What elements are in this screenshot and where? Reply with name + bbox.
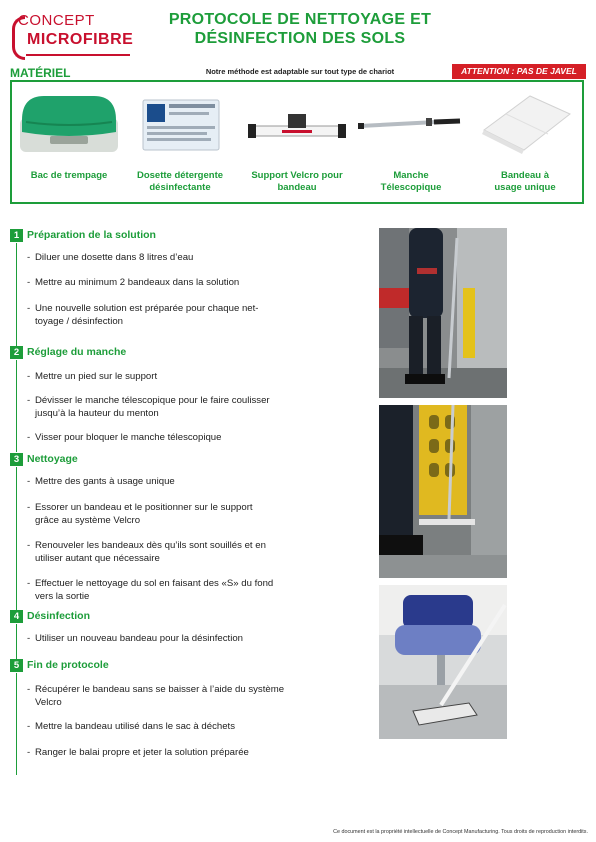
logo-underline	[26, 54, 130, 56]
ambulance-mop-adjust-photo	[379, 228, 507, 398]
step-1	[10, 229, 355, 346]
logo-line-1: CONCEPT	[18, 12, 95, 29]
adaptability-note: Notre méthode est adaptable sur tout type de chariot	[205, 67, 395, 76]
ambulance-seat-floor-mop-photo	[379, 585, 507, 739]
bullet-item: - Diluer une dosette dans 8 litres d’eau	[27, 252, 194, 263]
materiel-item-telescopic-handle	[356, 88, 466, 194]
materiel-item-basin	[14, 88, 124, 182]
step-bullet-list	[16, 243, 355, 346]
item-label: Bac de trempage	[30, 170, 108, 181]
step-title: Réglage du manche	[27, 346, 127, 358]
step-header	[10, 453, 355, 467]
step-bullet-list	[16, 467, 355, 614]
telescopic-handle-image	[356, 88, 466, 158]
green-basin-image	[14, 88, 124, 158]
bullet-item: - Récupérer le bandeau sans se baisser à l’aide du système Velcro	[27, 684, 285, 708]
bullet-item: - Dévisser le manche télescopique pour le faire coulisser jusqu’à la hauteur du menton	[27, 395, 270, 419]
bullet-item: - Mettre un pied sur le support	[27, 371, 158, 382]
step-3	[10, 453, 355, 614]
page-title	[150, 10, 450, 48]
bullet-item: - Ranger le balai propre et jeter la solution préparée	[27, 747, 249, 758]
step-5	[10, 659, 355, 775]
step-4	[10, 610, 355, 660]
step-title: Préparation de la solution	[27, 229, 156, 241]
step-bullet-list	[16, 360, 355, 452]
step-header	[10, 659, 355, 673]
copyright-footer: Ce document est la propriété intellectuelle de Concept Manufacturing. Tous droits de reproduction interdits.	[333, 829, 588, 835]
bullet-item: - Utiliser un nouveau bandeau pour la désinfection	[27, 633, 244, 644]
item-label: Support Velcro pour bandeau	[251, 170, 343, 193]
step-number-badge: 5	[10, 659, 23, 672]
step-title: Désinfection	[27, 610, 91, 622]
step-2	[10, 346, 355, 452]
step-number-badge: 1	[10, 229, 23, 242]
company-logo	[12, 8, 142, 56]
materiel-item-velcro-support	[242, 88, 352, 194]
item-label: Dosette détergente désinfectante	[136, 170, 224, 193]
step-header	[10, 610, 355, 624]
bullet-item: - Mettre la bandeau utilisé dans le sac à déchets	[27, 721, 235, 732]
step-number-badge: 2	[10, 346, 23, 359]
disposable-cloth-image	[470, 88, 580, 158]
step-header	[10, 229, 355, 243]
title-line-2: DÉSINFECTION DES SOLS	[194, 30, 406, 47]
materiel-item-detergent	[125, 88, 235, 194]
item-label: Manche Télescopique	[380, 170, 442, 193]
step-bullet-list	[16, 624, 355, 660]
materiel-item-disposable-cloth	[470, 88, 580, 194]
item-label: Bandeau à usage unique	[494, 170, 556, 193]
step-bullet-list	[16, 673, 355, 775]
detergent-sachet-image	[125, 88, 235, 158]
bullet-item: - Effectuer le nettoyage du sol en faisant des «S» du fond vers la sortie	[27, 578, 274, 602]
bullet-item: - Visser pour bloquer le manche télescopique	[27, 432, 222, 443]
logo-line-2: MICROFIBRE	[27, 31, 134, 48]
no-bleach-warning-badge: ATTENTION : PAS DE JAVEL	[452, 64, 586, 79]
velcro-mop-holder-image	[242, 88, 352, 158]
title-line-1: PROTOCOLE DE NETTOYAGE ET	[168, 11, 432, 28]
materiel-heading: MATÉRIEL	[10, 66, 71, 80]
step-number-badge: 4	[10, 610, 23, 623]
bullet-item: - Essorer un bandeau et le positionner sur le support grâce au système Velcro	[27, 502, 253, 526]
ambulance-floor-cleaning-photo	[379, 405, 507, 578]
step-title: Fin de protocole	[27, 659, 109, 671]
step-number-badge: 3	[10, 453, 23, 466]
bullet-item: - Mettre des gants à usage unique	[27, 476, 175, 487]
step-header	[10, 346, 355, 360]
bullet-item: - Renouveler les bandeaux dès qu’ils sont souillés et en utiliser autant que nécessaire	[27, 540, 266, 564]
bullet-item: - Une nouvelle solution est préparée pour chaque net- toyage / désinfection	[27, 303, 259, 327]
bullet-item: - Mettre au minimum 2 bandeaux dans la solution	[27, 277, 240, 288]
step-title: Nettoyage	[27, 453, 78, 465]
